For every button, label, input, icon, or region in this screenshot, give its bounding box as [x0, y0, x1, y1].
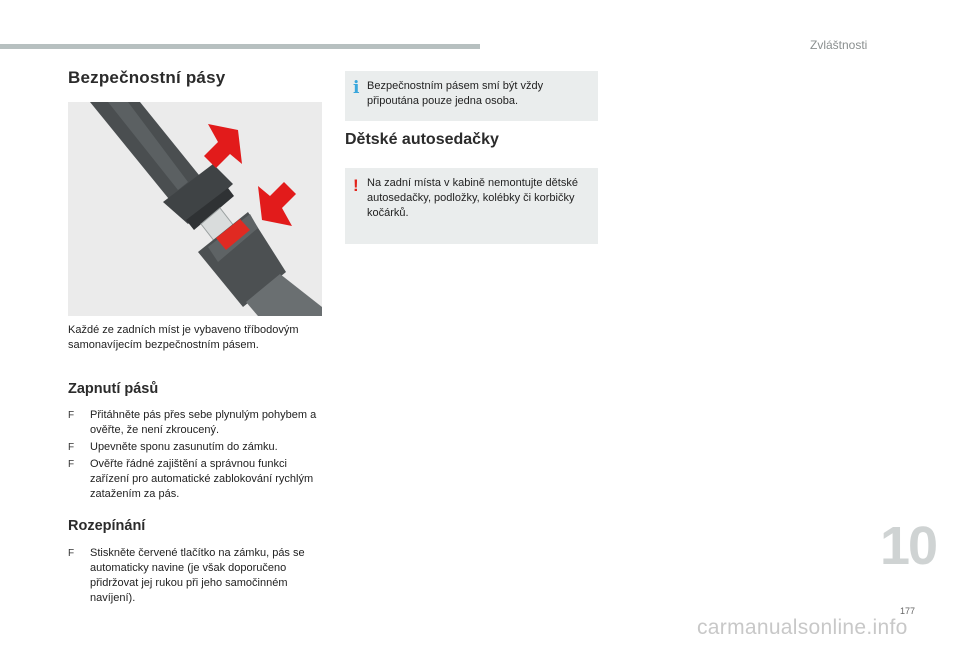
intro-text: Každé ze zadních míst je vybaveno tříbodovým samonavíjecím bezpečnostním pásem.: [68, 324, 299, 351]
info-note-text: Bezpečnostním pásem smí být vždy připoutána pouze jedna osoba.: [367, 80, 544, 107]
step-text: Upevněte sponu zasunutím do zámku.: [90, 441, 278, 453]
arrow-down-icon: [204, 124, 242, 168]
watermark: carmanualsonline.info: [697, 616, 908, 639]
release-heading: Rozepínání: [68, 518, 146, 534]
warning-note-box: [345, 168, 598, 244]
release-steps: [68, 546, 330, 608]
page-number: 177: [900, 606, 916, 616]
list-item: [68, 408, 328, 438]
bullet-icon: F: [68, 548, 75, 559]
chapter-number: 10: [880, 516, 937, 576]
bullet-icon: F: [68, 459, 75, 470]
list-item: [68, 457, 328, 502]
info-note-box: [345, 71, 598, 121]
step-text: Ověřte řádné zajištění a správnou funkci zařízení pro automatické zablokování rychlým zatažením za pás.: [90, 458, 314, 500]
fasten-heading: Zapnutí pásů: [68, 381, 159, 397]
page-title: Bezpečnostní pásy: [68, 68, 226, 87]
top-rule: [0, 44, 480, 49]
bullet-icon: F: [68, 410, 75, 421]
seatbelt-buckle-illustration: [68, 102, 322, 316]
list-item: [68, 546, 330, 606]
warning-note-text: Na zadní místa v kabině nemontujte dětské autosedačky, podložky, kolébky či korbičky kočárků.: [367, 177, 578, 219]
list-item: [68, 440, 328, 455]
child-seats-heading: Dětské autosedačky: [345, 131, 499, 148]
step-text: Přitáhněte pás přes sebe plynulým pohybem a ověřte, že není zkroucený.: [90, 409, 317, 436]
info-icon: i: [353, 78, 360, 98]
fasten-steps: [68, 408, 328, 504]
arrow-up-icon: [258, 182, 296, 226]
bullet-icon: F: [68, 442, 75, 453]
warning-icon: !: [353, 176, 359, 195]
step-text: Stiskněte červené tlačítko na zámku, pás se automaticky navine (je však doporučeno přidržovat jej rukou při jeho samočinném navíjení).: [90, 547, 305, 604]
section-name: Zvláštnosti: [810, 38, 868, 52]
